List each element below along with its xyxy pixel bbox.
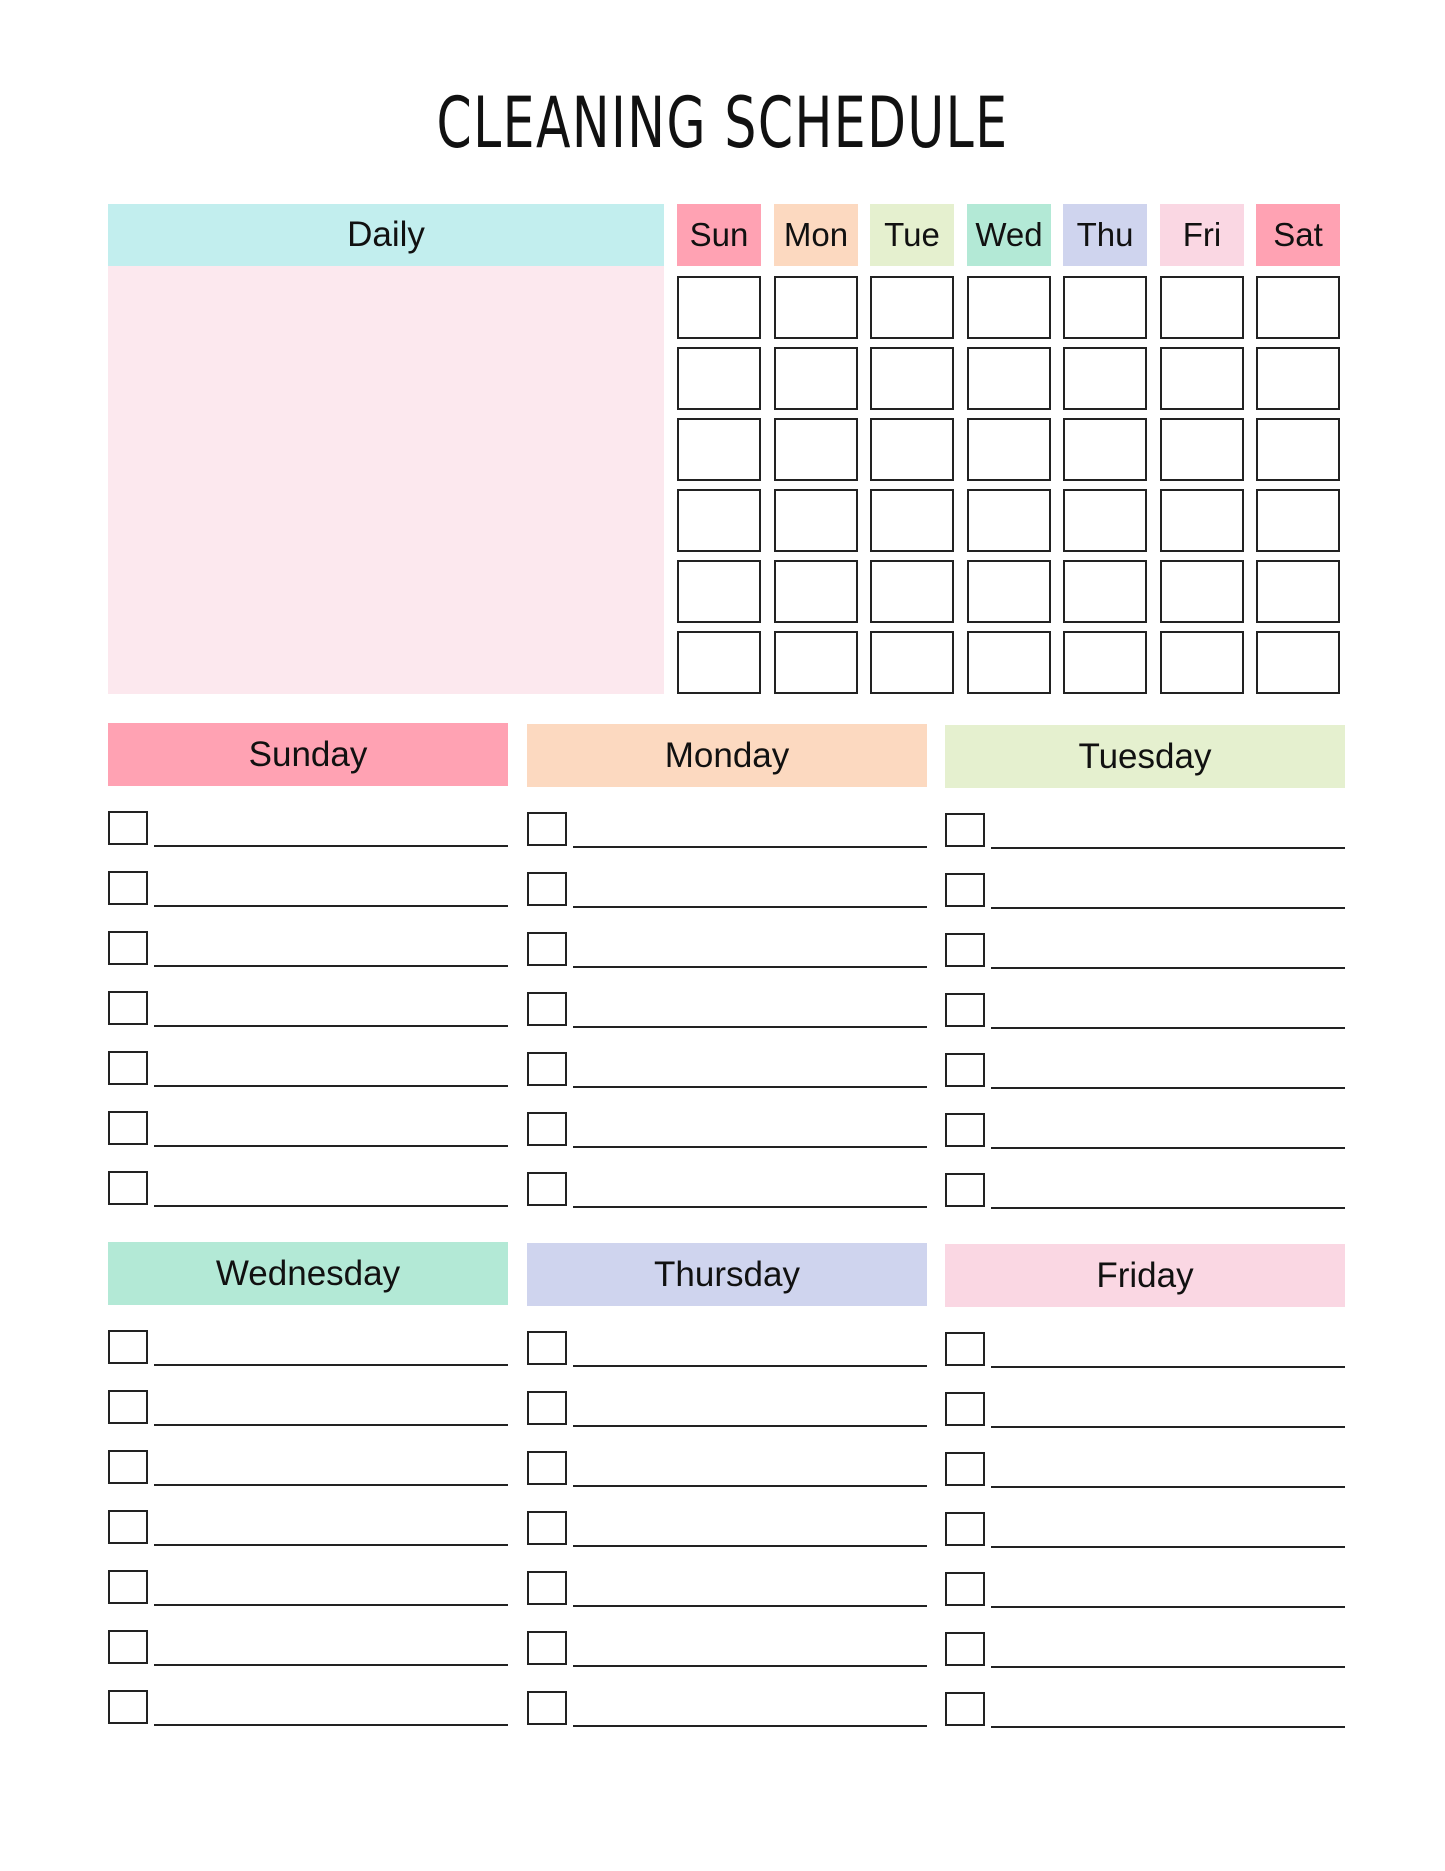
- task-checkbox[interactable]: [108, 1171, 148, 1205]
- section-header: [108, 1242, 508, 1305]
- day-checkbox-tue[interactable]: [870, 418, 954, 481]
- task-row: [108, 1570, 508, 1606]
- task-checkbox[interactable]: [527, 1331, 567, 1365]
- task-row: [108, 871, 508, 907]
- day-header-label: Sat: [1273, 216, 1323, 253]
- day-checkbox-fri[interactable]: [1160, 631, 1244, 694]
- task-checkbox[interactable]: [945, 1332, 985, 1366]
- task-row: [527, 1112, 927, 1148]
- day-checkbox-sun[interactable]: [677, 489, 761, 552]
- task-row: [945, 813, 1345, 849]
- task-write-line[interactable]: [154, 1544, 508, 1546]
- task-write-line[interactable]: [573, 1206, 927, 1208]
- day-header-label: Fri: [1182, 216, 1222, 253]
- day-checkbox-sat[interactable]: [1256, 631, 1340, 694]
- task-checkbox[interactable]: [527, 1691, 567, 1725]
- day-checkbox-fri[interactable]: [1160, 418, 1244, 481]
- task-checkbox[interactable]: [527, 1391, 567, 1425]
- section-header: [945, 725, 1345, 788]
- task-write-line[interactable]: [991, 1366, 1345, 1368]
- task-row: [945, 1632, 1345, 1668]
- task-row: [527, 1391, 927, 1427]
- task-row: [108, 1690, 508, 1726]
- daily-label: Daily: [347, 215, 425, 254]
- task-row: [945, 1452, 1345, 1488]
- day-checkbox-sat[interactable]: [1256, 418, 1340, 481]
- task-row: [945, 1392, 1345, 1428]
- task-checkbox[interactable]: [108, 1510, 148, 1544]
- section-header: [945, 1244, 1345, 1307]
- day-checkbox-mon[interactable]: [774, 560, 858, 623]
- task-row: [108, 1450, 508, 1486]
- day-checkbox-tue[interactable]: [870, 631, 954, 694]
- task-checkbox[interactable]: [108, 871, 148, 905]
- daily-notes-area[interactable]: [108, 266, 664, 694]
- task-write-line[interactable]: [573, 1485, 927, 1487]
- day-checkbox-sat[interactable]: [1256, 276, 1340, 339]
- task-checkbox[interactable]: [108, 1330, 148, 1364]
- task-row: [527, 1631, 927, 1667]
- task-write-line[interactable]: [154, 1424, 508, 1426]
- task-row: [945, 873, 1345, 909]
- day-header-label: Sun: [689, 216, 749, 253]
- task-checkbox[interactable]: [527, 932, 567, 966]
- day-checkbox-tue[interactable]: [870, 560, 954, 623]
- page-title: CLEANING SCHEDULE: [436, 82, 1009, 164]
- task-write-line[interactable]: [154, 1364, 508, 1366]
- task-checkbox[interactable]: [945, 1113, 985, 1147]
- task-write-line[interactable]: [154, 845, 508, 847]
- day-header-label: Mon: [783, 216, 849, 253]
- task-row: [945, 1053, 1345, 1089]
- task-checkbox[interactable]: [945, 1632, 985, 1666]
- task-row: [527, 1052, 927, 1088]
- section-sunday: [108, 723, 508, 786]
- task-write-line[interactable]: [573, 1545, 927, 1547]
- section-monday: [527, 724, 927, 787]
- section-friday: [945, 1244, 1345, 1307]
- task-write-line[interactable]: [573, 906, 927, 908]
- task-checkbox[interactable]: [108, 931, 148, 965]
- task-checkbox[interactable]: [108, 1390, 148, 1424]
- task-checkbox[interactable]: [945, 1392, 985, 1426]
- task-write-line[interactable]: [154, 1604, 508, 1606]
- task-checkbox[interactable]: [945, 933, 985, 967]
- day-checkbox-thu[interactable]: [1063, 347, 1147, 410]
- task-checkbox[interactable]: [527, 1052, 567, 1086]
- task-row: [108, 991, 508, 1027]
- task-write-line[interactable]: [991, 907, 1345, 909]
- day-checkbox-tue[interactable]: [870, 489, 954, 552]
- section-header: [527, 724, 927, 787]
- task-checkbox[interactable]: [527, 812, 567, 846]
- day-checkbox-tue[interactable]: [870, 347, 954, 410]
- task-row: [108, 811, 508, 847]
- task-row: [527, 1451, 927, 1487]
- day-checkbox-sun[interactable]: [677, 276, 761, 339]
- task-row: [945, 1572, 1345, 1608]
- day-checkbox-fri[interactable]: [1160, 347, 1244, 410]
- task-checkbox[interactable]: [945, 1692, 985, 1726]
- task-write-line[interactable]: [573, 846, 927, 848]
- task-row: [945, 1692, 1345, 1728]
- day-checkbox-sun[interactable]: [677, 631, 761, 694]
- task-write-line[interactable]: [991, 1147, 1345, 1149]
- task-write-line[interactable]: [991, 1426, 1345, 1428]
- task-write-line[interactable]: [573, 1365, 927, 1367]
- task-checkbox[interactable]: [527, 1172, 567, 1206]
- task-write-line[interactable]: [573, 1086, 927, 1088]
- task-row: [945, 1113, 1345, 1149]
- day-checkbox-mon[interactable]: [774, 276, 858, 339]
- task-checkbox[interactable]: [527, 1451, 567, 1485]
- day-checkbox-thu[interactable]: [1063, 489, 1147, 552]
- day-checkbox-mon[interactable]: [774, 418, 858, 481]
- task-row: [108, 931, 508, 967]
- task-checkbox[interactable]: [945, 1173, 985, 1207]
- task-checkbox[interactable]: [527, 992, 567, 1026]
- task-row: [527, 812, 927, 848]
- task-row: [527, 1331, 927, 1367]
- day-header-label: Thu: [1076, 216, 1134, 253]
- daily-header: [108, 204, 664, 266]
- section-tuesday: [945, 725, 1345, 788]
- task-row: [527, 992, 927, 1028]
- task-checkbox[interactable]: [945, 813, 985, 847]
- section-label: Monday: [664, 735, 790, 775]
- task-write-line[interactable]: [573, 1425, 927, 1427]
- task-row: [945, 1173, 1345, 1209]
- day-header-label: Tue: [884, 216, 940, 253]
- task-row: [945, 993, 1345, 1029]
- task-row: [527, 1511, 927, 1547]
- task-write-line[interactable]: [154, 1145, 508, 1147]
- task-row: [945, 933, 1345, 969]
- task-row: [527, 1691, 927, 1727]
- task-row: [108, 1330, 508, 1366]
- task-write-line[interactable]: [154, 1025, 508, 1027]
- task-checkbox[interactable]: [527, 1112, 567, 1146]
- day-checkbox-fri[interactable]: [1160, 489, 1244, 552]
- task-row: [108, 1510, 508, 1546]
- task-write-line[interactable]: [991, 1207, 1345, 1209]
- day-checkbox-wed[interactable]: [967, 418, 1051, 481]
- task-checkbox[interactable]: [945, 1053, 985, 1087]
- task-row: [527, 872, 927, 908]
- task-row: [108, 1171, 508, 1207]
- task-row: [527, 1172, 927, 1208]
- task-checkbox[interactable]: [108, 991, 148, 1025]
- day-checkbox-wed[interactable]: [967, 489, 1051, 552]
- task-checkbox[interactable]: [108, 1051, 148, 1085]
- day-checkbox-thu[interactable]: [1063, 418, 1147, 481]
- day-checkbox-mon[interactable]: [774, 489, 858, 552]
- section-label: Friday: [1096, 1255, 1194, 1295]
- task-write-line[interactable]: [991, 1666, 1345, 1668]
- day-header-label: Wed: [975, 216, 1043, 253]
- task-write-line[interactable]: [154, 1205, 508, 1207]
- day-checkbox-mon[interactable]: [774, 347, 858, 410]
- task-row: [945, 1512, 1345, 1548]
- task-checkbox[interactable]: [527, 1511, 567, 1545]
- task-write-line[interactable]: [991, 967, 1345, 969]
- task-checkbox[interactable]: [527, 1631, 567, 1665]
- task-write-line[interactable]: [991, 1087, 1345, 1089]
- task-checkbox[interactable]: [108, 1570, 148, 1604]
- task-write-line[interactable]: [573, 1026, 927, 1028]
- task-checkbox[interactable]: [527, 872, 567, 906]
- task-write-line[interactable]: [154, 1724, 508, 1726]
- day-checkbox-wed[interactable]: [967, 276, 1051, 339]
- day-checkbox-sun[interactable]: [677, 418, 761, 481]
- task-write-line[interactable]: [154, 1484, 508, 1486]
- day-header-wed: [967, 204, 1051, 266]
- task-checkbox[interactable]: [108, 1630, 148, 1664]
- day-checkbox-mon[interactable]: [774, 631, 858, 694]
- day-checkbox-sun[interactable]: [677, 347, 761, 410]
- day-checkbox-sat[interactable]: [1256, 347, 1340, 410]
- task-checkbox[interactable]: [945, 1452, 985, 1486]
- task-write-line[interactable]: [573, 1146, 927, 1148]
- task-row: [108, 1390, 508, 1426]
- task-row: [945, 1332, 1345, 1368]
- task-write-line[interactable]: [991, 1726, 1345, 1728]
- task-write-line[interactable]: [991, 1606, 1345, 1608]
- task-write-line[interactable]: [573, 1725, 927, 1727]
- section-wednesday: [108, 1242, 508, 1305]
- task-checkbox[interactable]: [108, 1690, 148, 1724]
- task-write-line[interactable]: [991, 1027, 1345, 1029]
- task-checkbox[interactable]: [108, 811, 148, 845]
- weekly-checkbox-grid: [677, 204, 1344, 694]
- task-checkbox[interactable]: [945, 1572, 985, 1606]
- section-label: Tuesday: [1078, 736, 1212, 776]
- section-label: Wednesday: [215, 1253, 401, 1293]
- task-write-line[interactable]: [573, 966, 927, 968]
- task-checkbox[interactable]: [945, 1512, 985, 1546]
- day-checkbox-thu[interactable]: [1063, 560, 1147, 623]
- task-checkbox[interactable]: [108, 1450, 148, 1484]
- task-write-line[interactable]: [991, 1486, 1345, 1488]
- task-checkbox[interactable]: [945, 873, 985, 907]
- day-header-tue: [870, 204, 954, 266]
- task-write-line[interactable]: [154, 965, 508, 967]
- task-write-line[interactable]: [991, 1546, 1345, 1548]
- day-checkbox-fri[interactable]: [1160, 276, 1244, 339]
- task-checkbox[interactable]: [527, 1571, 567, 1605]
- day-checkbox-fri[interactable]: [1160, 560, 1244, 623]
- day-checkbox-wed[interactable]: [967, 347, 1051, 410]
- task-row: [108, 1630, 508, 1666]
- day-checkbox-thu[interactable]: [1063, 276, 1147, 339]
- day-header-thu: [1063, 204, 1147, 266]
- task-checkbox[interactable]: [108, 1111, 148, 1145]
- day-checkbox-sun[interactable]: [677, 560, 761, 623]
- day-header-fri: [1160, 204, 1244, 266]
- day-header-sat: [1256, 204, 1340, 266]
- day-checkbox-thu[interactable]: [1063, 631, 1147, 694]
- task-checkbox[interactable]: [945, 993, 985, 1027]
- task-write-line[interactable]: [154, 905, 508, 907]
- day-checkbox-wed[interactable]: [967, 631, 1051, 694]
- task-write-line[interactable]: [154, 1664, 508, 1666]
- section-label: Sunday: [248, 734, 368, 774]
- section-label: Thursday: [654, 1254, 800, 1294]
- day-header-mon: [774, 204, 858, 266]
- task-row: [527, 1571, 927, 1607]
- task-write-line[interactable]: [991, 847, 1345, 849]
- day-checkbox-tue[interactable]: [870, 276, 954, 339]
- section-header: [108, 723, 508, 786]
- task-write-line[interactable]: [573, 1665, 927, 1667]
- task-write-line[interactable]: [573, 1605, 927, 1607]
- task-row: [108, 1051, 508, 1087]
- day-checkbox-sat[interactable]: [1256, 489, 1340, 552]
- section-header: [527, 1243, 927, 1306]
- section-thursday: [527, 1243, 927, 1306]
- day-checkbox-sat[interactable]: [1256, 560, 1340, 623]
- task-row: [527, 932, 927, 968]
- day-checkbox-wed[interactable]: [967, 560, 1051, 623]
- task-write-line[interactable]: [154, 1085, 508, 1087]
- task-row: [108, 1111, 508, 1147]
- day-header-sun: [677, 204, 761, 266]
